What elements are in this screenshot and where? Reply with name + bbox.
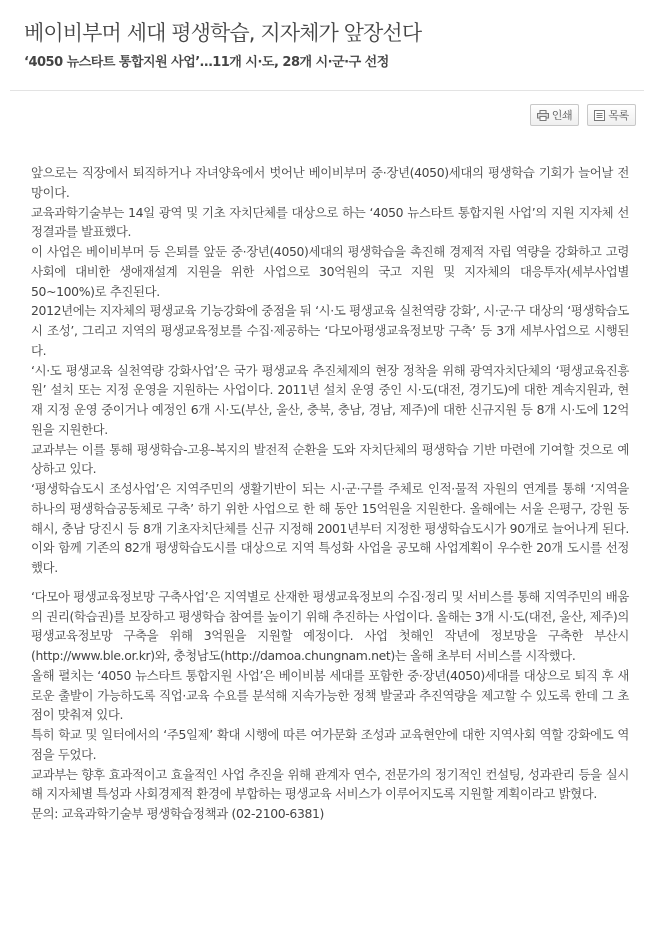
article-paragraph: 올해 펼치는 ‘4050 뉴스타트 통합지원 사업’은 베이비붐 세대를 포함한 중·장년(4050)세대를 대상으로 퇴직 후 새로운 출발이 가능하도록 직업·교육 수요를 분석해 지속가능한 정책 발굴과 추진역량을 제고할 수 있도록 한데 그 초점이 맞춰져 있다. bbox=[31, 667, 629, 723]
article-paragraph: ‘평생학습도시 조성사업’은 지역주민의 생활기반이 되는 시·군·구를 주체로 인적·물적 자원의 연계를 통해 ‘지역을 하나의 평생학습공동체로 구축’ 하기 위한 사업으로 한 해 동안 15억원을 지원한다. 올해에는 서울 은평구, 강원 동해시, 충남 당진시 등 8개 기초자치단체를 신규 지정해 2001년부터 지정한 평생학습도시가 90개로 늘어나게 된다. 이와 함께 기존의 82개 평생학습도시를 대상으로 지역 특성화 사업을 공모해 사업계획이 우수한 20개 도시를 선정했다. bbox=[31, 481, 629, 575]
printer-icon bbox=[537, 110, 549, 121]
article-paragraph: 교과부는 향후 효과적이고 효율적인 사업 추진을 위해 관계자 연수, 전문가의 정기적인 컨설팅, 성과관리 등을 실시해 지자체별 특성과 사회경제적 환경에 부합하는 평생교육 서비스가 이루어지도록 지원할 계획이라고 밝혔다. bbox=[31, 766, 629, 802]
article-paragraph: 특히 학교 및 일터에서의 ‘주5일제’ 확대 시행에 따른 여가문화 조성과 교육현안에 대한 지역사회 역할 강화에도 역점을 두었다. bbox=[31, 727, 629, 762]
article-toolbar bbox=[530, 104, 636, 126]
header-divider bbox=[10, 90, 644, 91]
page-subtitle: ‘4050 뉴스타트 통합지원 사업’…11개 시·도, 28개 시·군·구 선정 bbox=[24, 55, 389, 70]
article-paragraph: ‘시·도 평생교육 실천역량 강화사업’은 국가 평생교육 추진체제의 현장 정착을 위해 광역자치단체의 ‘평생교육진흥원’ 설치 또는 지정 운영을 지원하는 사업이다. 2011년 설치 운영 중인 시·도(대전, 경기도)에 대한 계속지원과, 현재 지정 운영 중이거나 예정인 6개 시·도(부산, 울산, 충북, 충남, 경남, 제주)에 대한 신규지원 등 8개 시·도에 12억원을 지원한다. bbox=[31, 362, 629, 437]
article-paragraph: ‘다모아 평생교육정보망 구축사업’은 지역별로 산재한 평생교육정보의 수집·정리 및 서비스를 통해 지역주민의 배움의 권리(학습권)를 보장하고 평생학습 참여를 높이기 위해 추진하는 사업이다. 올해는 3개 시·도(대전, 울산, 제주)의 평생교육정보망 구축을 위해 3억원을 지원할 예정이다. 사업 첫해인 작년에 정보망을 구축한 부산시(http://www.ble.or.kr)와, 충청남도(http://damoa.chungnam.net)는 올해 초부터 서비스를 시작했다. bbox=[31, 588, 629, 663]
article-paragraph: 앞으로는 직장에서 퇴직하거나 자녀양육에서 벗어난 베이비부머 중·장년(4050)세대의 평생학습 기회가 늘어날 전망이다. bbox=[31, 165, 629, 200]
article-paragraph: 2012년에는 지자체의 평생교육 기능강화에 중점을 둬 ‘시·도 평생교육 실천역량 강화’, 시·군·구 대상의 ‘평생학습도시 조성’, 그리고 지역의 평생교육정보를 수집·제공하는 ‘다모아평생교육정보망 구축’ 등 3개 세부사업으로 시행된다. bbox=[31, 303, 629, 358]
print-button[interactable] bbox=[530, 104, 580, 126]
article-paragraph: 이 사업은 베이비부머 등 은퇴를 앞둔 중·장년(4050)세대의 평생학습을 촉진해 경제적 자립 역량을 강화하고 고령사회에 대비한 생애재설계 지원을 위한 사업으로 30억원의 국고 지원 및 지자체의 대응투자(세부사업별 50~100%)로 추진된다. bbox=[31, 244, 629, 299]
article-paragraph: 교과부는 이를 통해 평생학습-고용-복지의 발전적 순환을 도와 자치단체의 평생학습 기반 마련에 기여할 것으로 예상하고 있다. bbox=[31, 441, 629, 477]
article-paragraph: 교육과학기술부는 14일 광역 및 기초 자치단체를 대상으로 하는 ‘4050 뉴스타트 통합지원 사업’의 지원 지자체 선정결과를 발표했다. bbox=[31, 204, 629, 240]
list-button[interactable] bbox=[587, 104, 636, 126]
contact-info: 문의: 교육과학기술부 평생학습정책과 (02-2100-6381) bbox=[31, 806, 325, 821]
page-title: 베이비부머 세대 평생학습, 지자체가 앞장선다 bbox=[24, 21, 422, 45]
print-button-label: 인쇄 bbox=[551, 109, 573, 122]
list-icon bbox=[594, 110, 605, 121]
article-body bbox=[31, 163, 629, 824]
list-button-label: 목록 bbox=[608, 109, 629, 122]
